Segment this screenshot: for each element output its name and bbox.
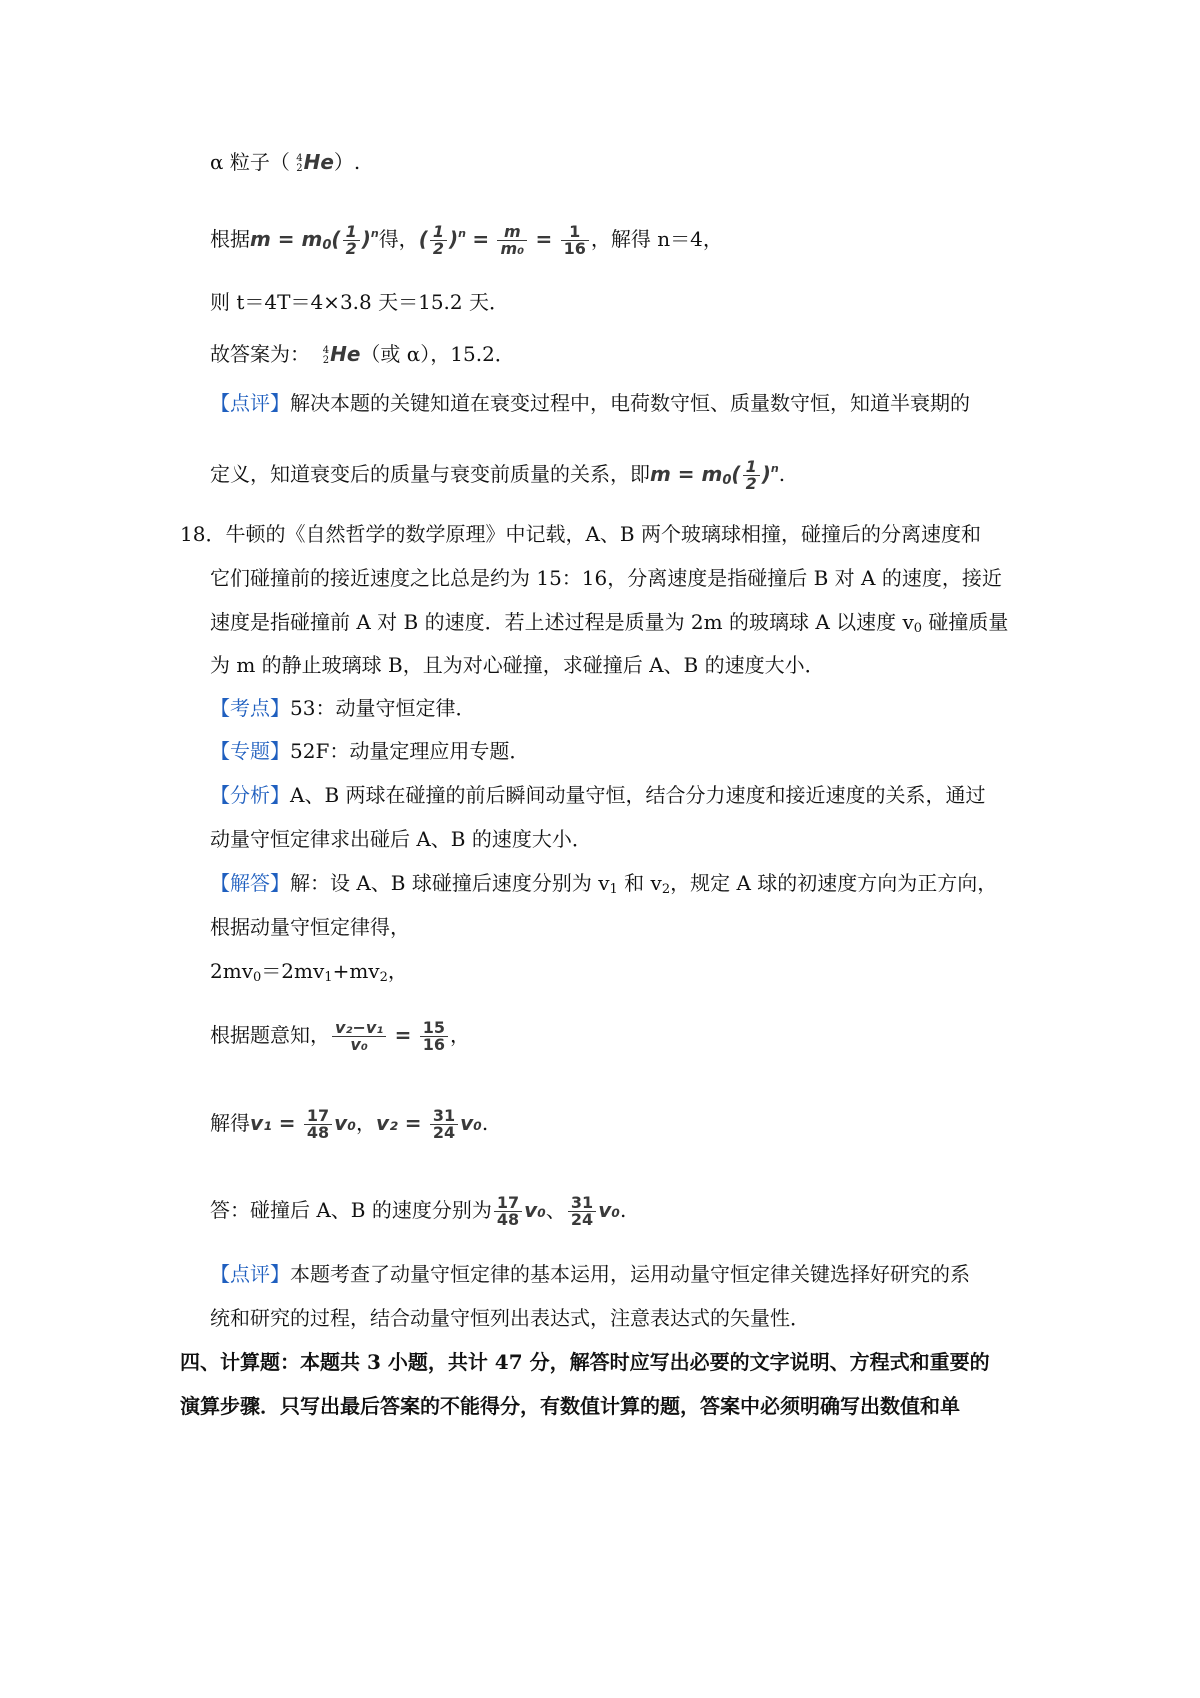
fraction-31-24: $\frac{31}{24}$ bbox=[568, 1195, 596, 1228]
equals-sign: = bbox=[472, 227, 490, 251]
text: . bbox=[619, 1198, 627, 1222]
text: 本题考查了动量守恒定律的基本运用，运用动量守恒定律关键选择好研究的系 bbox=[290, 1262, 970, 1286]
text: 速度是指碰撞前 A 对 B 的速度．若上述过程是质量为 2m 的玻璃球 A 以速度 v bbox=[210, 610, 914, 634]
formula-m-equals: m = m bbox=[650, 462, 723, 486]
time-result-line: 则 t＝4T＝4×3.8 天＝15.2 天． bbox=[210, 290, 509, 314]
subscript: 0 bbox=[913, 621, 923, 636]
text: ， bbox=[450, 1023, 471, 1047]
zhuanti-line bbox=[210, 737, 529, 765]
v0-symbol: v₀ bbox=[334, 1111, 356, 1135]
text: 解：设 A、B 球碰撞后速度分别为 v bbox=[290, 871, 610, 895]
text: 解决本题的关键知道在衰变过程中，电荷数守恒、质量数守恒，知道半衰期的 bbox=[290, 391, 970, 415]
subscript: 0 bbox=[322, 238, 332, 253]
section-4-line-2: 演算步骤．只写出最后答案的不能得分，有数值计算的题，答案中必须明确写出数值和单 bbox=[180, 1394, 960, 1418]
question-18-line-3 bbox=[210, 608, 1008, 643]
question-18-line-1: 18．牛顿的《自然哲学的数学原理》中记载，A、B 两个玻璃球相撞，碰撞后的分离速度和 bbox=[180, 522, 981, 546]
fraction-velocity-ratio: $\frac{\text{v₂−v₁}}{\text{v₀}}$ bbox=[332, 1020, 386, 1053]
text: 碰撞质量 bbox=[922, 610, 1009, 634]
text: 根据 bbox=[210, 227, 250, 251]
result-line bbox=[210, 1108, 488, 1141]
ratio-line bbox=[210, 1020, 470, 1053]
fraction-1-16: $\frac{1}{16}$ bbox=[561, 224, 589, 257]
jieda-line-1: 【解答】解：设 A、B 球碰撞后速度分别为 $v_1$ 和 $v_2$，规定 A 球的初速度方向为正方向， bbox=[210, 871, 998, 897]
text: 53：动量守恒定律． bbox=[290, 696, 476, 720]
text: （或 α），15.2． bbox=[360, 342, 515, 366]
he-isotope-notation: 4 2 bbox=[322, 344, 330, 366]
text: 52F：动量定理应用专题． bbox=[290, 739, 530, 763]
text: 得， bbox=[378, 227, 419, 251]
text: 2mv bbox=[210, 959, 253, 983]
fraction-half: $\frac{1}{2}$ bbox=[343, 224, 360, 257]
text: ， bbox=[387, 959, 408, 983]
fenxi-tag: 【分析】 bbox=[210, 783, 290, 807]
text: ）. bbox=[333, 150, 361, 174]
atomic-number: 2 bbox=[296, 162, 303, 174]
exponent: n bbox=[458, 227, 466, 240]
text: +mv bbox=[332, 959, 380, 983]
jieda-line-2: 根据动量守恒定律得， bbox=[210, 915, 410, 939]
equals-sign: = bbox=[535, 227, 553, 251]
text: 定义，知道衰变后的质量与衰变前质量的关系，即 bbox=[210, 462, 650, 486]
dianping-tag: 【点评】 bbox=[210, 1262, 290, 1286]
text: A、B 两球在碰撞的前后瞬间动量守恒，结合分力速度和接近速度的关系，通过 bbox=[290, 783, 986, 807]
dianping-line-1 bbox=[210, 1260, 970, 1288]
fraction-31-24: $\frac{31}{24}$ bbox=[430, 1108, 458, 1141]
v0-symbol: v₀ bbox=[598, 1198, 620, 1222]
dianping-line-2: 统和研究的过程，结合动量守恒列出表达式，注意表达式的矢量性． bbox=[210, 1306, 810, 1330]
text: ，解得 n＝4， bbox=[590, 227, 723, 251]
fenxi-line-1 bbox=[210, 781, 986, 809]
comment-tag: 【点评】 bbox=[210, 391, 290, 415]
he-isotope-notation bbox=[296, 154, 302, 174]
kaodian-line bbox=[210, 694, 475, 722]
v2-equals: v₂ = bbox=[375, 1111, 422, 1135]
equals-sign: = bbox=[394, 1023, 412, 1047]
question-18-line-2: 它们碰撞前的接近速度之比总是约为 15：16，分离速度是指碰撞后 B 对 A 的速度，接近 bbox=[210, 566, 1002, 590]
fraction-half: $\frac{1}{2}$ bbox=[743, 459, 760, 492]
text: 和 v bbox=[617, 871, 662, 895]
text: 答：碰撞后 A、B 的速度分别为 bbox=[210, 1198, 492, 1222]
jieda-tag: 【解答】 bbox=[210, 871, 290, 895]
exponent: n bbox=[370, 227, 379, 240]
he-symbol: He bbox=[330, 342, 361, 366]
momentum-equation: $2mv_0=2mv_1+mv_2$， bbox=[210, 959, 408, 985]
text: 解得 bbox=[210, 1111, 250, 1135]
comment-line-1 bbox=[210, 389, 970, 417]
answer-line bbox=[210, 340, 515, 368]
formula-m-equals: m = m bbox=[250, 227, 323, 251]
fraction-17-48: $\frac{17}{48}$ bbox=[304, 1108, 332, 1141]
section-4-line-1: 四、计算题：本题共 3 小题，共计 47 分，解答时应写出必要的文字说明、方程式和重要的 bbox=[180, 1350, 990, 1374]
fraction-half: $\frac{1}{2}$ bbox=[430, 224, 447, 257]
v1-equals: v₁ = bbox=[250, 1111, 296, 1135]
text: 、 bbox=[545, 1198, 566, 1222]
v0-symbol: v₀ bbox=[524, 1198, 546, 1222]
text: . bbox=[778, 462, 786, 486]
zhuanti-tag: 【专题】 bbox=[210, 739, 290, 763]
final-answer-line bbox=[210, 1195, 626, 1228]
text: ，规定 A 球的初速度方向为正方向， bbox=[670, 871, 998, 895]
fenxi-line-2: 动量守恒定律求出碰后 A、B 的速度大小． bbox=[210, 827, 592, 851]
text: ＝2mv bbox=[261, 959, 325, 983]
fraction-15-16: $\frac{15}{16}$ bbox=[420, 1020, 448, 1053]
text: 根据题意知， bbox=[210, 1023, 330, 1047]
v0-symbol: v₀ bbox=[460, 1111, 482, 1135]
mass-number: 4 bbox=[296, 152, 303, 164]
text: 故答案为： bbox=[210, 342, 310, 366]
text: . bbox=[481, 1111, 489, 1135]
text: ， bbox=[355, 1111, 376, 1135]
text: α 粒子（ bbox=[210, 150, 290, 174]
question-18-line-4: 为 m 的静止玻璃球 B，且为对心碰撞，求碰撞后 A、B 的速度大小． bbox=[210, 653, 825, 677]
he-symbol: He bbox=[303, 150, 334, 174]
fraction-m-over-m0: $\frac{m}{\text{m₀}}$ bbox=[497, 224, 527, 257]
kaodian-tag: 【考点】 bbox=[210, 696, 290, 720]
fraction-17-48: $\frac{17}{48}$ bbox=[494, 1195, 522, 1228]
comment-line-2: 定义，知道衰变后的质量与衰变前质量的关系，即$m = m_0$( $\frac{1}{2}$ )$^n$. bbox=[210, 457, 786, 493]
half-life-equation-line: 根据$m = m_0$( $\frac{1}{2}$ )$^n$得，( $\frac{1}{2}$ )$^n$ = $\frac{m}{\text{m₀}}$ = $\frac{1}{16}$ ，解得 n＝4， bbox=[210, 222, 723, 258]
alpha-particle-line bbox=[210, 148, 360, 176]
